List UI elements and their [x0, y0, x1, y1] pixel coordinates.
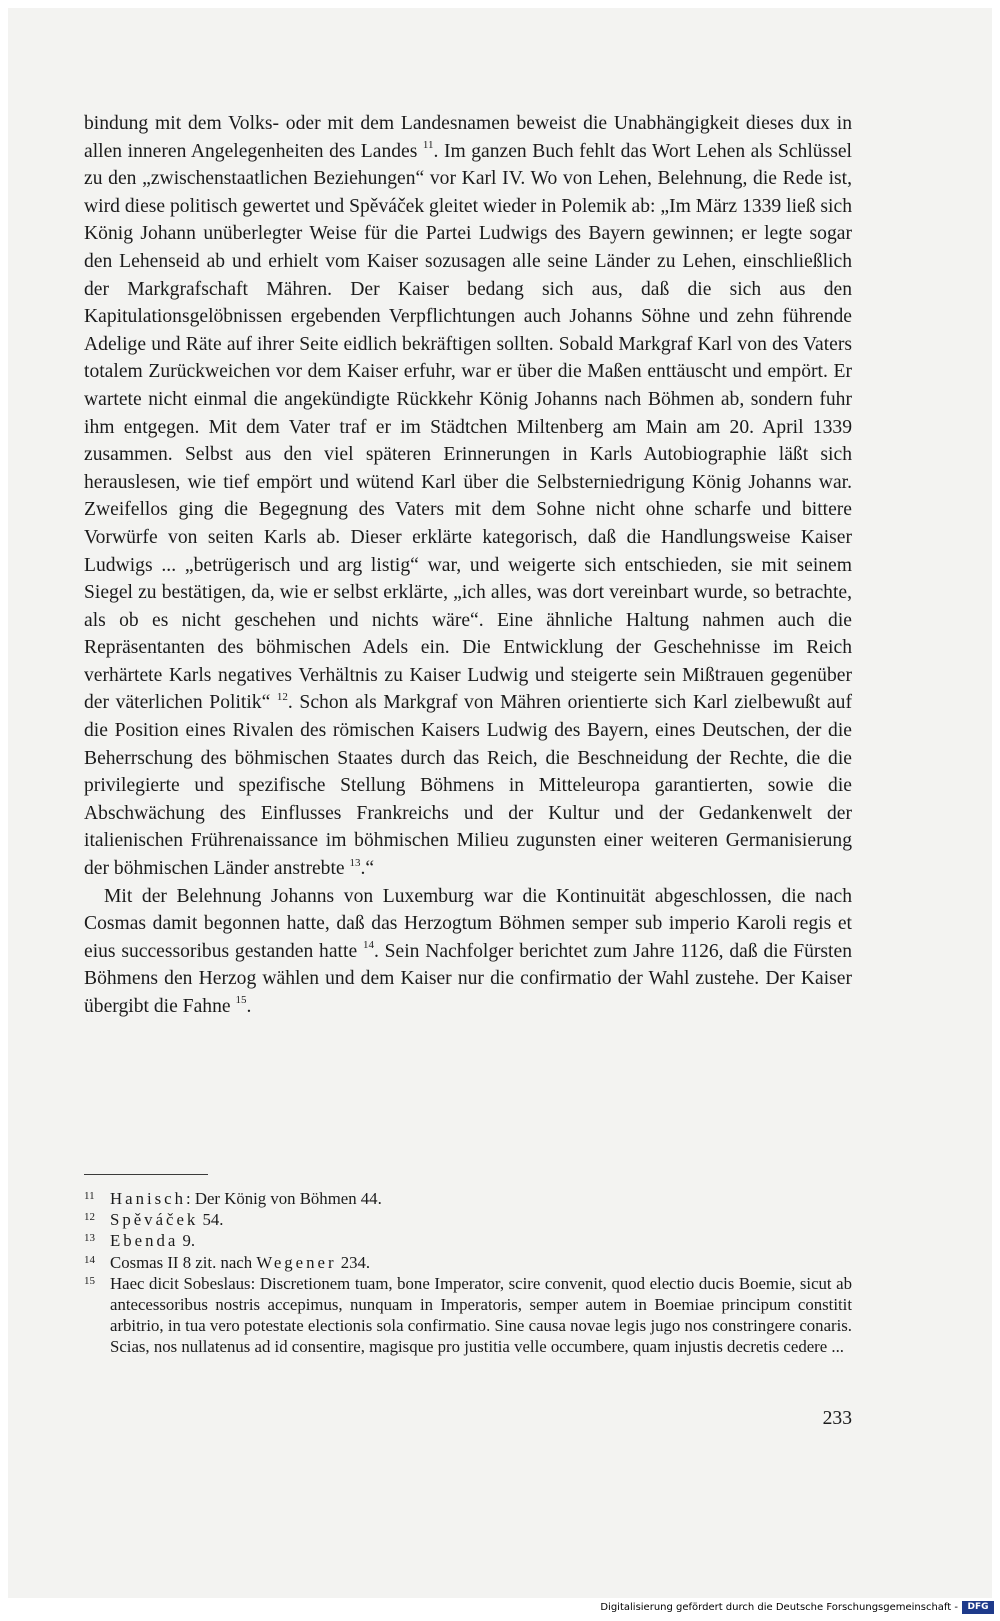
cited-author: Spěváček — [110, 1210, 199, 1230]
footnote-ref: 15 — [235, 994, 247, 1007]
paragraph: bindung mit dem Volks- oder mit dem Landesnamen beweist die Unabhängigkeit dieses dux in allen inneren Angelegenheiten des Landes $^{11}$. Im ganzen Buch fehlt das Wort Lehen als Schlüssel zu den „zwischenstaatlichen Beziehungen“ vor Karl IV. Wo von Lehen, Belehnung, die Rede ist, wird diese politisch gewertet und Spěváček gleitet wieder in Polemik ab: „Im März 1339 ließ sich König Johann unüberlegter Weise für die Partei Ludwigs des Bayern gewinnen; er legte sogar den Lehenseid ab und erhielt vom Kaiser sozusagen alle seine Länder zu Lehen, einschließlich der Markgrafschaft Mähren. Der Kaiser bedang sich aus, daß die sich aus den Kapitulationsgelöbnissen ergebenden Verpflichtungen auch Johanns Söhne und zehn führende Adelige und Räte auf ihrer Seite eidlich bekräftigen sollten. Sobald Markgraf Karl von des Vaters totalem Zurückweichen vor dem Kaiser erfuhr, war er über die Maßen enttäuscht und empört. Er wartete nicht einmal die angekündigte Rückkehr König Johanns nach Böhmen ab, sondern fuhr ihm entgegen. Mit dem Vater traf er im Städtchen Miltenberg am Main am 20. April 1339 zusammen. Selbst aus den viel späteren Erinnerungen in Karls Autobiographie läßt sich herauslesen, wie tief empört und wütend Karl über die Selbsterniedrigung König Johanns war. Zweifellos ging die Begegnung des Vaters mit dem Sohne nicht ohne scharfe und bittere Vorwürfe von seiten Karls ab. Dieser erklärte kategorisch, daß die Handlungsweise Kaiser Ludwigs ... „betrügerisch und arg listig“ war, und weigerte sich entschieden, sie mit seinem Siegel zu bestätigen, da, wie er selbst erklärte, „ich alles, was dort vereinbart wurde, so betrachte, als ob es nicht geschehen und nichts wäre“. Eine ähnliche Haltung nahmen auch die Repräsentanten des böhmischen Adels ein. Die Entwicklung der Geschehnisse im Reich verhärtete Karls negatives Verhältnis zu Kaiser Ludwig und steigerte sein Mißtrauen gegenüber der väterlichen Politik“ $^{12}$. Schon als Markgraf von Mähren orientierte sich Karl zielbewußt auf die Position eines Rivalen des römischen Kaisers Ludwig des Bayern, eines Deutschen, der die Beherrschung des böhmischen Staates durch das Reich, die Beschneidung der Rechte, die die privilegierte und spezifische Stellung Böhmens in Mitteleuropa garantierten, sowie die Abschwächung des Einflusses Frankreichs und der Kultur und der Gedankenwelt der italienischen Frührenaissance im böhmischen Milieu zugunsten einer weiteren Germanisierung der böhmischen Länder anstrebte $^{13}$.“ — [84, 113, 852, 880]
cited-author: Hanisch — [110, 1189, 186, 1208]
footnote-text: Haec dicit Sobeslaus: Discretionem tuam, bone Imperator, scire convenit, quod electio ducis Boemie, sicut ab antecessoribus nostris accepimus, nunquam in Imperatoris, semper autem in Boemiae principum constitit arbitrio, in tua vero potestate electionis sola confirmatio. Sine causa novae legis jugo nos constringere conaris. Scias, nos nullatenus ad id consentire, magisque pro justitia velle occumbere, quam injustis decretis cedere ... — [110, 1273, 852, 1357]
footnote-ref: 12 — [276, 690, 288, 703]
footnote-number: 13 — [84, 1232, 95, 1245]
page-number: 233 — [822, 1408, 852, 1429]
footnote-item — [84, 1209, 852, 1230]
footnote-separator — [84, 1174, 208, 1175]
footnote-number: 11 — [84, 1190, 95, 1202]
footnote-text: Spěváček 54. — [110, 1210, 224, 1230]
digitization-credit: Digitalisierung gefördert durch die Deutsche Forschungsgemeinschaft - — [600, 1602, 958, 1613]
footnote-ref: 14 — [362, 939, 374, 952]
dfg-logo: DFG — [962, 1601, 994, 1614]
footnote-number: 15 — [84, 1274, 95, 1287]
footnote-number: 14 — [84, 1253, 95, 1266]
footnote-item — [84, 1273, 852, 1358]
footnote-text: Cosmas II 8 zit. nach Wegener 234. — [110, 1252, 371, 1272]
footnote-item — [84, 1230, 852, 1251]
footnote-item — [84, 1252, 852, 1273]
footnote-item — [84, 1188, 852, 1209]
footnote-ref: 11 — [422, 139, 434, 152]
paragraph: Mit der Belehnung Johanns von Luxemburg war die Kontinuität abgeschlossen, die nach Cosmas damit begonnen hatte, daß das Herzogtum Böhmen semper sub imperio Karoli regis et eius successoribus gestanden hatte $^{14}$. Sein Nachfolger berichtet zum Jahre 1126, daß die Fürsten Böhmens den Herzog wählen und dem Kaiser nur die confirmatio der Wahl zustehe. Der Kaiser übergibt die Fahne $^{15}$. — [84, 885, 852, 1017]
body-text — [84, 110, 852, 1021]
footnote-text: Ebenda 9. — [110, 1231, 196, 1251]
cited-author: Wegener — [256, 1252, 337, 1272]
footnote-text: Hanisch: Der König von Böhmen 44. — [110, 1189, 382, 1208]
footnote-ref: 13 — [349, 856, 361, 869]
footnote-number: 12 — [84, 1211, 95, 1224]
cited-author: Ebenda — [110, 1231, 179, 1251]
footnotes — [84, 1188, 852, 1358]
